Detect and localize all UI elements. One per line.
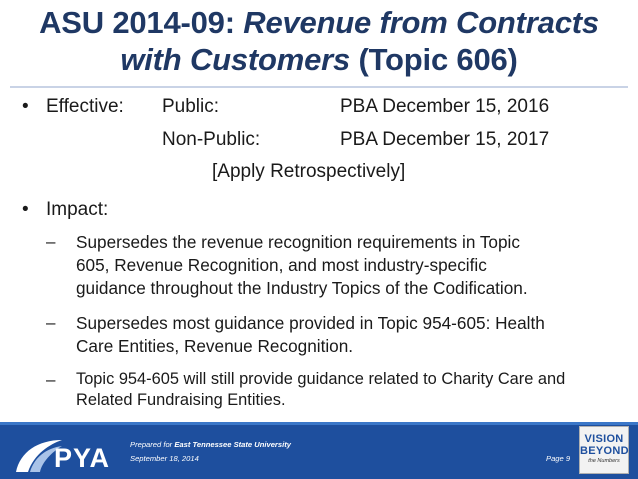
title-asu-number: ASU 2014-09: [39, 5, 235, 40]
impact-item-1-line: 605, Revenue Recognition, and most industry-specific [76, 255, 487, 275]
prepared-for-line [130, 440, 291, 449]
impact-item-2-line: Supersedes most guidance provided in Topic 954-605: Health [76, 313, 545, 333]
badge-line-3: the Numbers [588, 458, 620, 464]
badge-line-1: VISION [584, 433, 624, 445]
impact-label: Impact: [46, 199, 109, 220]
bullet-impact: • [22, 199, 29, 220]
apply-retrospectively-note: [Apply Retrospectively] [212, 161, 406, 182]
slide-title [0, 4, 638, 78]
impact-item-1 [76, 231, 528, 300]
prepared-for-org: East Tennessee State University [174, 440, 291, 449]
impact-item-3 [76, 369, 565, 411]
bullet-effective: • [22, 96, 29, 117]
title-line-1 [0, 4, 638, 41]
impact-item-3-line: Topic 954-605 will still provide guidance related to Charity Care and [76, 370, 566, 388]
title-topic-number: (Topic 606) [358, 42, 518, 77]
impact-item-dash: – [46, 313, 56, 332]
title-topic-name-part1: Revenue from Contracts [243, 5, 599, 40]
impact-item-2 [76, 312, 545, 358]
impact-item-dash: – [46, 232, 56, 251]
page-number: Page 9 [546, 454, 571, 463]
impact-item-dash: – [46, 370, 56, 389]
nonpublic-value: PBA December 15, 2017 [340, 129, 550, 150]
nonpublic-label: Non-Public: [162, 129, 261, 150]
impact-item-1-line: guidance throughout the Industry Topics of the Codification. [76, 278, 528, 298]
impact-item-3-line: Related Fundraising Entities. [76, 391, 286, 409]
footer-accent-line [0, 422, 638, 425]
vision-beyond-badge [579, 426, 629, 474]
presentation-date: September 18, 2014 [130, 454, 199, 463]
prepared-for-prefix: Prepared for [130, 440, 173, 449]
title-topic-name-part2: with Customers [120, 42, 351, 77]
title-divider [10, 86, 628, 88]
impact-item-2-line: Care Entities, Revenue Recognition. [76, 336, 354, 356]
public-value: PBA December 15, 2016 [340, 96, 550, 117]
public-label: Public: [162, 96, 220, 117]
title-line-2 [0, 41, 638, 78]
effective-label: Effective: [46, 96, 124, 117]
impact-item-1-line: Supersedes the revenue recognition requirements in Topic [76, 232, 520, 252]
pya-logo-text: PYA [54, 443, 111, 473]
badge-line-2: BEYOND [580, 445, 629, 457]
